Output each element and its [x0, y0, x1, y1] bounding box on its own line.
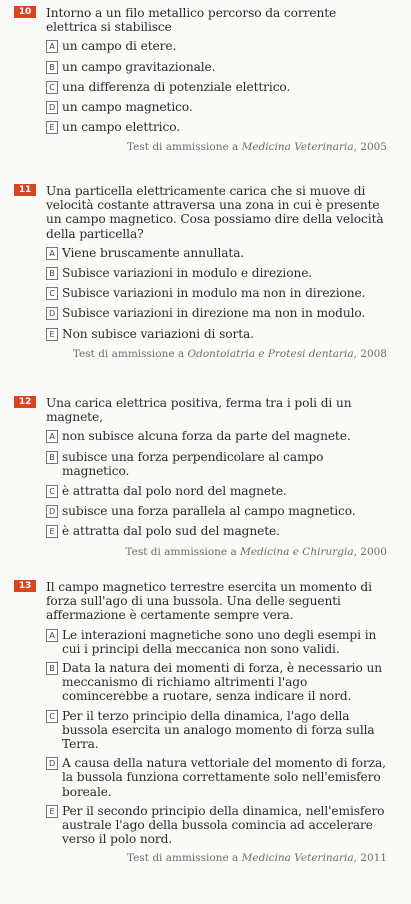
- option-letter: C: [46, 710, 58, 723]
- option-letter: A: [46, 430, 58, 443]
- option-text: è attratta dal polo sud del magnete.: [62, 524, 280, 539]
- question-10: [0, 6, 411, 153]
- option-b[interactable]: [0, 60, 411, 74]
- options-list: [0, 429, 411, 538]
- option-letter: B: [46, 61, 58, 74]
- option-letter: E: [46, 805, 58, 818]
- option-letter: B: [46, 662, 58, 675]
- option-c[interactable]: [0, 484, 411, 498]
- question-source: Test di ammissione a Odontoiatria e Protesi dentaria, 2008: [72, 347, 387, 360]
- question-stem: [0, 396, 411, 424]
- option-letter: A: [46, 629, 58, 642]
- question-stem: [0, 6, 411, 34]
- option-text: Subisce variazioni in direzione ma non in modulo.: [62, 306, 366, 321]
- option-letter: E: [46, 121, 58, 134]
- option-text: un campo elettrico.: [62, 120, 180, 135]
- option-text: Non subisce variazioni di sorta.: [62, 326, 254, 341]
- option-a[interactable]: [0, 628, 411, 656]
- option-letter: B: [46, 451, 58, 464]
- question-stem: [0, 580, 411, 623]
- question-source: Test di ammissione a Medicina e Chirurgia, 2000: [125, 545, 387, 558]
- option-d[interactable]: [0, 504, 411, 518]
- option-letter: D: [46, 757, 58, 770]
- option-text: Per il terzo principio della dinamica, l'ago della bussola esercita un analogo momento di forza sulla Terra.: [62, 708, 375, 752]
- question-12: [0, 396, 411, 558]
- option-e[interactable]: [0, 524, 411, 538]
- option-text: è attratta dal polo nord del magnete.: [62, 484, 287, 499]
- option-letter: D: [46, 101, 58, 114]
- option-e[interactable]: [0, 804, 411, 847]
- option-letter: B: [46, 267, 58, 280]
- option-a[interactable]: [0, 39, 411, 53]
- question-number: 12: [14, 396, 36, 408]
- options-list: [0, 246, 411, 341]
- question-11: [0, 184, 411, 360]
- option-c[interactable]: [0, 709, 411, 752]
- question-number: 13: [14, 580, 36, 592]
- question-text: Intorno a un filo metallico percorso da corrente elettrica si stabilisce: [46, 6, 337, 35]
- option-b[interactable]: [0, 266, 411, 280]
- option-text: Per il secondo principio della dinamica, nell'emisfero australe l'ago della bussola comincia ad accelerare verso il polo nord.: [62, 803, 385, 847]
- question-number: 10: [14, 6, 36, 18]
- option-letter: E: [46, 525, 58, 538]
- option-a[interactable]: [0, 246, 411, 260]
- option-d[interactable]: [0, 100, 411, 114]
- option-letter: A: [46, 247, 58, 260]
- option-c[interactable]: [0, 286, 411, 300]
- option-a[interactable]: [0, 429, 411, 443]
- question-number: 11: [14, 184, 36, 196]
- option-text: subisce una forza parallela al campo magnetico.: [62, 504, 356, 519]
- option-text: un campo magnetico.: [62, 100, 193, 115]
- option-c[interactable]: [0, 80, 411, 94]
- option-e[interactable]: [0, 327, 411, 341]
- option-text: Subisce variazioni in modulo e direzione.: [62, 266, 313, 281]
- option-text: non subisce alcuna forza da parte del magnete.: [62, 429, 351, 444]
- option-text: una differenza di potenziale elettrico.: [62, 79, 291, 94]
- option-text: Le interazioni magnetiche sono uno degli esempi in cui i principi della meccanica non sono validi.: [62, 627, 377, 656]
- option-letter: C: [46, 287, 58, 300]
- option-d[interactable]: [0, 306, 411, 320]
- option-letter: D: [46, 505, 58, 518]
- question-text: Una carica elettrica positiva, ferma tra i poli di un magnete,: [46, 396, 352, 425]
- option-b[interactable]: [0, 450, 411, 478]
- options-list: [0, 39, 411, 134]
- option-text: Subisce variazioni in modulo ma non in direzione.: [62, 286, 366, 301]
- option-text: Viene bruscamente annullata.: [62, 245, 245, 260]
- option-text: A causa della natura vettoriale del momento di forza, la bussola funziona correttamente solo nell'emisfero boreale.: [62, 756, 386, 799]
- option-b[interactable]: [0, 661, 411, 704]
- option-text: un campo gravitazionale.: [62, 59, 216, 74]
- option-e[interactable]: [0, 120, 411, 134]
- question-stem: [0, 184, 411, 241]
- option-text: un campo di etere.: [62, 39, 177, 54]
- question-13: [0, 580, 411, 864]
- question-text: Il campo magnetico terrestre esercita un momento di forza sull'ago di una bussola. Una delle seguenti affermazione è certamente sempre vera.: [46, 580, 372, 623]
- question-source: Test di ammissione a Medicina Veterinaria, 2005: [126, 141, 387, 154]
- option-letter: E: [46, 328, 58, 341]
- options-list: [0, 628, 411, 847]
- option-letter: C: [46, 81, 58, 94]
- option-letter: A: [46, 40, 58, 53]
- question-source: Test di ammissione a Medicina Veterinaria, 2011: [126, 852, 387, 865]
- question-text: Una particella elettricamente carica che si muove di velocità costante attraversa una zona in cui è presente un campo magnetico. Cosa possiamo dire della velocità della particella?: [46, 184, 384, 241]
- option-letter: C: [46, 485, 58, 498]
- option-text: subisce una forza perpendicolare al campo magnetico.: [62, 449, 324, 478]
- option-d[interactable]: [0, 756, 411, 799]
- option-letter: D: [46, 307, 58, 320]
- option-text: Data la natura dei momenti di forza, è necessario un meccanismo di richiamo altrimenti l'ago comincerebbe a ruotare, senza indicare il nord.: [62, 661, 382, 704]
